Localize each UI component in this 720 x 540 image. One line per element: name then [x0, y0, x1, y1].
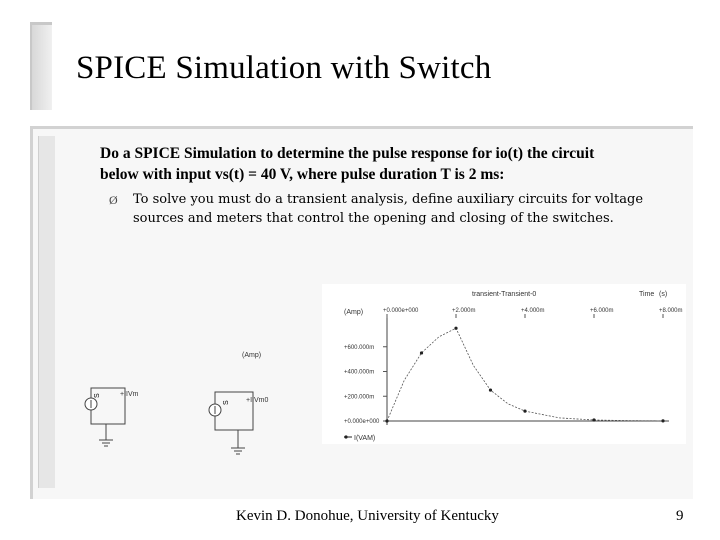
bullet-arrow-icon: Ø [109, 193, 118, 207]
problem-line-2: below with input vs(t) = 40 V, where pulse duration T is 2 ms: [100, 166, 505, 183]
x-tick-label: +2.000m [452, 308, 476, 314]
data-point [420, 351, 423, 354]
meter-2-label: +IIVm0 [246, 397, 269, 404]
x-axis-unit: (s) [659, 291, 668, 298]
series-line [387, 328, 663, 421]
slide-title: SPICE Simulation with Switch [76, 50, 492, 86]
y-tick-label: +600.000m [344, 344, 375, 351]
data-point [489, 388, 492, 391]
x-tick-label: +0.000e+000 [383, 308, 419, 314]
x-tick-label: +4.000m [521, 308, 545, 314]
data-point [523, 410, 526, 413]
footer-text: Kevin D. Donohue, University of Kentucky [236, 508, 499, 524]
legend-label: I(VAM) [354, 435, 376, 442]
meter-1-label: +IIVm [120, 391, 139, 398]
y-tick-label: +200.000m [344, 394, 375, 401]
switch-1-label: S [94, 393, 101, 398]
data-point [661, 419, 664, 422]
x-tick-label: +6.000m [590, 308, 614, 314]
problem-line-1: Do a SPICE Simulation to determine the pulse response for io(t) the circuit [100, 145, 595, 162]
data-point [454, 327, 457, 330]
y-tick-label: +400.000m [344, 369, 375, 376]
bullet-text: To solve you must do a transient analysis, define auxiliary circuits for voltage sources and meters that control the opening and closing of the switches. [133, 192, 644, 226]
schematic-amp-label: (Amp) [242, 352, 262, 359]
page-number: 9 [676, 508, 684, 524]
data-point [592, 418, 595, 421]
chart-title: transient-Transient-0 [472, 291, 537, 298]
legend-marker [344, 435, 347, 438]
y-axis-label: (Amp) [344, 309, 364, 316]
switch-2-label: S [223, 400, 230, 405]
data-point [385, 419, 388, 422]
y-tick-label: +0.000e+000 [344, 419, 380, 425]
x-axis-label: Time [639, 291, 655, 298]
x-tick-label: +8.000m [659, 308, 683, 314]
